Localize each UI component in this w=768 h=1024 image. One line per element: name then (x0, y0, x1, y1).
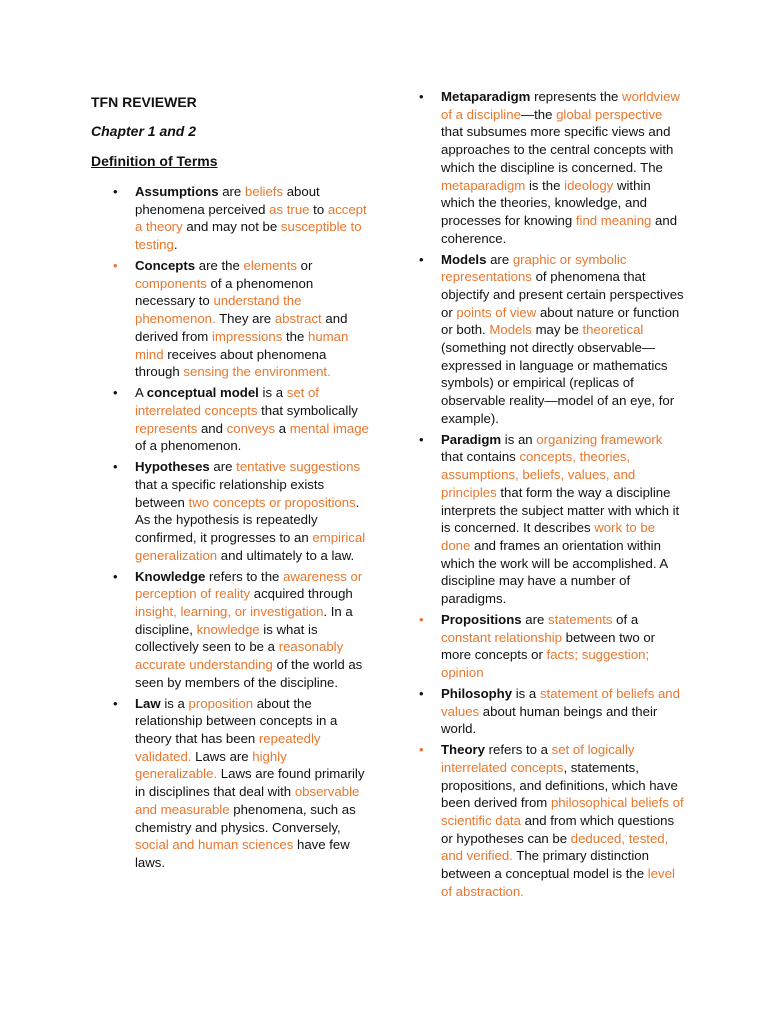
term-text: are (521, 611, 548, 627)
term-text: Laws are found primarily in disciplines that deal with (135, 766, 365, 800)
term-item (397, 685, 687, 738)
term-text: The primary distinction between a conceptual model is the (441, 848, 649, 882)
document-title: TFN REVIEWER (91, 94, 197, 110)
term-text: is what is collectively seen to be a (135, 621, 318, 655)
highlighted-text: deduced, tested, and verified. (441, 830, 669, 864)
highlighted-text: conveys (226, 420, 276, 436)
term-text: and ultimately to a law. (217, 547, 355, 563)
highlighted-text: ideology (564, 177, 614, 193)
term-text: receives about phenomena through (135, 346, 327, 380)
term-text: (something not directly observable—expressed in language or mathematics symbols) or empirical (replicas of observable reality—model of an eye, for example). (441, 340, 675, 426)
term-text: refers to a (484, 742, 552, 758)
bullet-icon: • (113, 568, 118, 584)
bullet-icon: • (113, 695, 118, 711)
highlighted-text: mental image (289, 420, 369, 436)
term-text: , statements, propositions, and definitions, which have been derived from (441, 759, 678, 811)
bullet-icon: • (113, 385, 118, 401)
term-text: A (135, 385, 147, 401)
highlighted-text: philosophical beliefs of scientific data (441, 795, 684, 829)
term-text: phenomena, such as chemistry and physics. Conversely, (135, 801, 356, 835)
term-text: acquired through (250, 586, 353, 602)
term-text: and frames an orientation within which the work will be accomplished. A discipline may have a number of paradigms. (441, 537, 668, 607)
term-text: refers to the (205, 568, 284, 584)
term-text: a (275, 420, 290, 436)
term-text: that form the way a discipline interprets the subject matter with which it is concerned. It describes (441, 484, 680, 536)
term-text: to (309, 201, 328, 217)
highlighted-text: organizing framework (536, 431, 663, 447)
bullet-icon: • (419, 431, 424, 447)
term-text: and (197, 420, 227, 436)
term-text: represents the (530, 89, 623, 104)
term-text: —the (520, 106, 557, 122)
term-text: about human beings and their world. (441, 703, 658, 737)
highlighted-text: constant relationship (441, 629, 562, 645)
highlighted-text: Models (489, 322, 532, 338)
term-text: is the (525, 177, 565, 193)
term-text: that contains (441, 449, 520, 465)
bullet-icon: • (419, 89, 424, 104)
term-name: Metaparadigm (441, 89, 531, 104)
highlighted-text: level of abstraction. (441, 866, 675, 899)
term-name: Law (135, 695, 161, 711)
highlighted-text: repeatedly validated. (135, 731, 321, 764)
term-text: are (218, 184, 245, 199)
term-item (91, 183, 371, 254)
highlighted-text: metaparadigm (441, 177, 526, 193)
term-text: about phenomena perceived (135, 184, 320, 217)
bullet-icon: • (113, 459, 118, 475)
term-item (397, 611, 687, 682)
highlighted-text: observable and measurable (135, 784, 360, 817)
term-text: the (282, 328, 308, 344)
highlighted-text: reasonably accurate understanding (135, 639, 344, 673)
term-item (397, 431, 687, 608)
term-text: that a specific relationship exists between (135, 476, 325, 510)
highlighted-text: graphic or symbolic representations (441, 251, 627, 285)
highlighted-text: elements (243, 258, 297, 273)
term-text: are the (195, 258, 244, 273)
term-text: of a (612, 611, 639, 627)
highlighted-text: statements (547, 611, 613, 627)
highlighted-text: proposition (188, 695, 254, 711)
term-text: within which the theories, knowledge, and processes for knowing (441, 177, 651, 228)
term-item (91, 384, 371, 455)
term-text: may be (531, 322, 583, 338)
highlighted-text: susceptible to testing (135, 219, 362, 253)
highlighted-text: points of view (456, 304, 537, 320)
term-item (91, 458, 371, 564)
term-text: about the relationship between concepts in a theory that has been (135, 695, 338, 747)
highlighted-text: statement of beliefs and values (441, 685, 680, 719)
highlighted-text: understand the phenomenon. (135, 293, 302, 327)
term-name: Paradigm (441, 431, 502, 447)
term-text: of the world as seen by members of the discipline. (135, 657, 363, 690)
term-text: . As the hypothesis is repeatedly confirmed, it progresses to an (135, 494, 360, 545)
term-text: is an (501, 431, 537, 447)
highlighted-text: set of logically interrelated concepts (441, 742, 635, 775)
bullet-icon: • (113, 258, 118, 273)
bullet-icon: • (419, 742, 424, 758)
term-name: Assumptions (135, 184, 219, 199)
highlighted-text: components (135, 275, 207, 291)
term-name: Concepts (135, 258, 196, 273)
highlighted-text: concepts, theories, assumptions, beliefs, values, and principles (441, 449, 636, 500)
term-text: and coherence. (441, 212, 678, 246)
left-term-list (91, 183, 371, 872)
highlighted-text: social and human sciences (135, 837, 294, 853)
term-text: and from which questions or hypotheses can be (441, 813, 675, 846)
term-text: that symbolically (257, 402, 358, 418)
term-text: is a (160, 695, 189, 711)
bullet-icon: • (113, 184, 118, 199)
highlighted-text: worldview of a discipline (441, 89, 680, 122)
highlighted-text: represents (135, 420, 198, 436)
term-text: that subsumes more specific views and approaches to the central concepts with which the discipline is concerned. The (441, 124, 674, 175)
bullet-icon: • (419, 251, 424, 267)
highlighted-text: awareness or perception of reality (135, 568, 363, 602)
term-text: about nature or function or both. (441, 304, 680, 338)
highlighted-text: work to be done (441, 520, 656, 553)
term-item (91, 568, 371, 692)
term-text: or (297, 258, 313, 273)
term-text: and derived from (135, 311, 348, 344)
term-text: are (486, 251, 513, 267)
highlighted-text: beliefs (244, 184, 284, 199)
term-name: conceptual model (146, 385, 259, 401)
term-item (91, 257, 371, 381)
highlighted-text: tentative suggestions (236, 459, 361, 475)
highlighted-text: insight, learning, or investigation (135, 603, 324, 619)
highlighted-text: two concepts or propositions (188, 494, 356, 510)
highlighted-text: as true (269, 201, 310, 217)
term-name: Theory (441, 742, 485, 758)
highlighted-text: facts; suggestion; opinion (441, 647, 650, 681)
term-text: . In a discipline, (135, 603, 353, 637)
highlighted-text: find meaning (575, 212, 652, 228)
term-text: of a phenomenon necessary to (135, 275, 314, 309)
bullet-icon: • (419, 611, 424, 627)
section-heading: Definition of Terms (91, 153, 218, 169)
term-text: of phenomena that objectify and present certain perspectives or (441, 269, 684, 320)
term-name: Propositions (441, 611, 522, 627)
term-text: are (209, 459, 237, 475)
right-term-list (397, 88, 687, 901)
highlighted-text: set of interrelated concepts (135, 385, 319, 418)
term-text: is a (512, 685, 540, 701)
term-item (91, 695, 371, 872)
term-name: Knowledge (135, 568, 206, 584)
term-text: have few laws. (135, 837, 350, 870)
right-column (397, 88, 687, 904)
term-text: . (173, 237, 178, 253)
term-text: They are (215, 311, 275, 327)
chapter-heading: Chapter 1 and 2 (91, 123, 197, 139)
highlighted-text: knowledge (196, 621, 260, 637)
term-item (397, 741, 687, 900)
term-item (397, 88, 687, 247)
term-name: Hypotheses (135, 459, 210, 475)
term-item (397, 251, 687, 428)
highlighted-text: empirical generalization (135, 529, 366, 563)
left-column (91, 88, 371, 875)
highlighted-text: human mind (135, 328, 349, 362)
term-name: Models (441, 251, 487, 267)
term-text: Laws are (191, 748, 253, 764)
term-text: is a (258, 385, 287, 401)
bullet-icon: • (419, 685, 424, 701)
highlighted-text: highly generalizable. (135, 748, 287, 782)
term-text: between two or more concepts or (441, 629, 656, 663)
highlighted-text: impressions (211, 328, 283, 344)
highlighted-text: global perspective (556, 106, 663, 122)
highlighted-text: theoretical (582, 322, 644, 338)
term-text: of a phenomenon. (135, 438, 242, 454)
term-text: and may not be (182, 219, 281, 235)
term-name: Philosophy (441, 685, 513, 701)
highlighted-text: accept a theory (135, 201, 367, 235)
highlighted-text: abstract (274, 311, 322, 327)
highlighted-text: sensing the environment. (183, 364, 331, 380)
